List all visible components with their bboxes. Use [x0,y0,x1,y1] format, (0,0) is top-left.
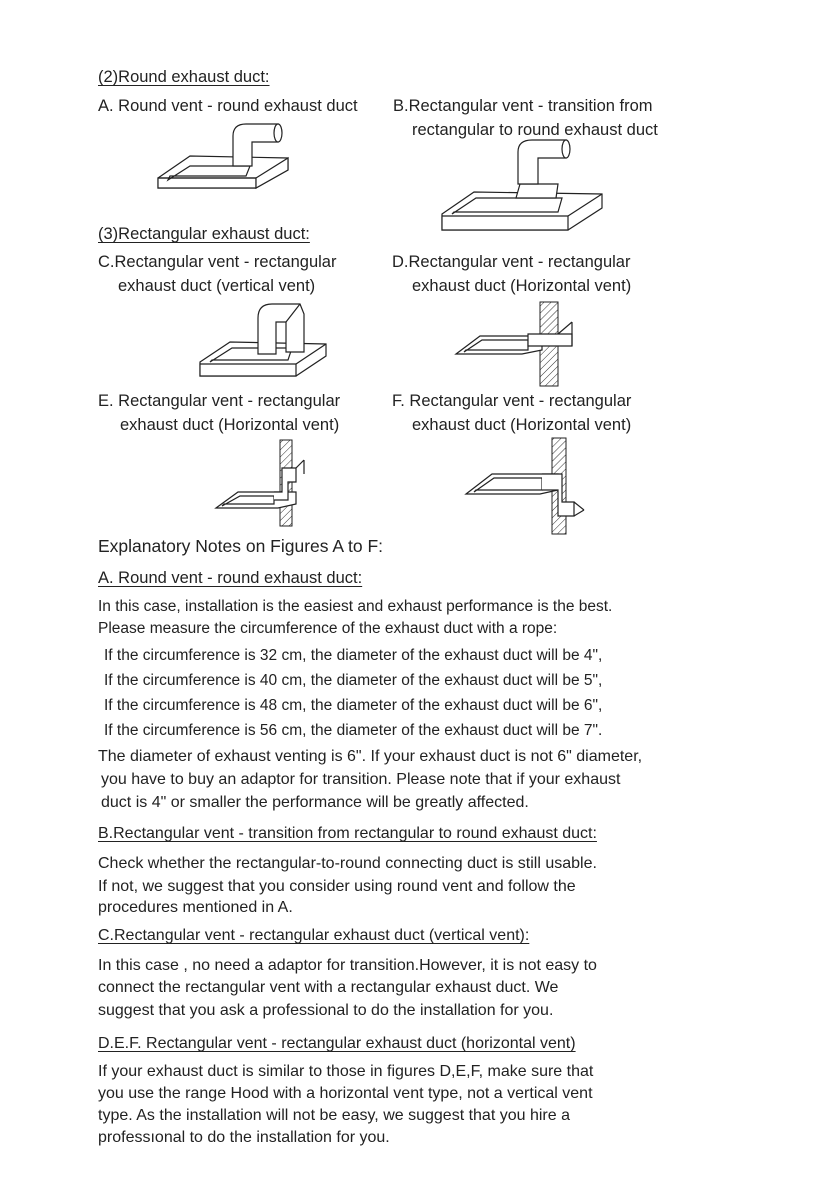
figure-a-caption: A. Round vent - round exhaust duct [98,97,358,115]
note-a-line: If the circumference is 40 cm, the diameter of the exhaust duct will be 5", [104,672,603,689]
figure-c-caption-line2: exhaust duct (vertical vent) [118,277,316,295]
note-a-para: The diameter of exhaust venting is 6". If your exhaust duct is not 6" diameter, [98,748,643,765]
note-def-para: professıonal to do the installation for you. [98,1129,390,1146]
note-a-line: If the circumference is 48 cm, the diameter of the exhaust duct will be 6", [104,697,603,714]
figure-c-caption-line1: C.Rectangular vent - rectangular [98,253,337,271]
note-def-para: If your exhaust duct is similar to those in figures D,E,F, make sure that [98,1063,594,1080]
figure-d-horizontal-vent-wall [452,302,582,386]
figure-b-transition-hood [438,136,608,241]
note-a-line: In this case, installation is the easiest and exhaust performance is the best. [98,598,613,615]
note-b-para: Check whether the rectangular-to-round connecting duct is still usable. [98,855,597,872]
note-b-para: If not, we suggest that you consider using round vent and follow the [98,878,576,895]
figure-e-caption-line1: E. Rectangular vent - rectangular [98,392,341,410]
note-b-para: procedures mentioned in A. [98,899,293,916]
figure-d-caption-line2: exhaust duct (Horizontal vent) [412,277,632,295]
figure-b-caption-line2: rectangular to round exhaust duct [412,121,658,139]
note-a-line: Please measure the circumference of the exhaust duct with a rope: [98,620,558,637]
figure-f-horizontal-vent-down [462,438,592,536]
round-duct-heading: (2)Round exhaust duct: [98,68,270,86]
note-def-para: type. As the installation will not be easy, we suggest that you hire a [98,1107,570,1124]
note-a-heading: A. Round vent - round exhaust duct: [98,569,363,587]
figure-e-horizontal-vent-up [212,440,322,526]
note-def-para: you use the range Hood with a horizontal vent type, not a vertical vent [98,1085,593,1102]
note-c-para: In this case , no need a adaptor for transition.However, it is not easy to [98,957,597,974]
rect-duct-heading: (3)Rectangular exhaust duct: [98,225,310,243]
figure-f-caption-line2: exhaust duct (Horizontal vent) [412,416,632,434]
note-a-para: duct is 4" or smaller the performance will be greatly affected. [101,794,529,811]
notes-title: Explanatory Notes on Figures A to F: [98,536,384,556]
figure-d-caption-line1: D.Rectangular vent - rectangular [392,253,631,271]
note-a-line: If the circumference is 56 cm, the diameter of the exhaust duct will be 7". [104,722,603,739]
note-a-line: If the circumference is 32 cm, the diameter of the exhaust duct will be 4", [104,647,603,664]
figure-f-caption-line1: F. Rectangular vent - rectangular [392,392,632,410]
note-a-para: you have to buy an adaptor for transition. Please note that if your exhaust [101,771,621,788]
figure-c-vertical-vent-hood [196,300,331,382]
note-c-para: connect the rectangular vent with a rectangular exhaust duct. We [98,979,559,996]
note-def-heading: D.E.F. Rectangular vent - rectangular exhaust duct (horizontal vent) [98,1035,576,1052]
note-c-heading: C.Rectangular vent - rectangular exhaust duct (vertical vent): [98,927,530,944]
note-c-para: suggest that you ask a professional to do the installation for you. [98,1002,554,1019]
figure-b-caption-line1: B.Rectangular vent - transition from [393,97,653,115]
figure-a-round-vent-hood [150,118,300,203]
figure-e-caption-line2: exhaust duct (Horizontal vent) [120,416,340,434]
note-b-heading: B.Rectangular vent - transition from rectangular to round exhaust duct: [98,825,597,842]
